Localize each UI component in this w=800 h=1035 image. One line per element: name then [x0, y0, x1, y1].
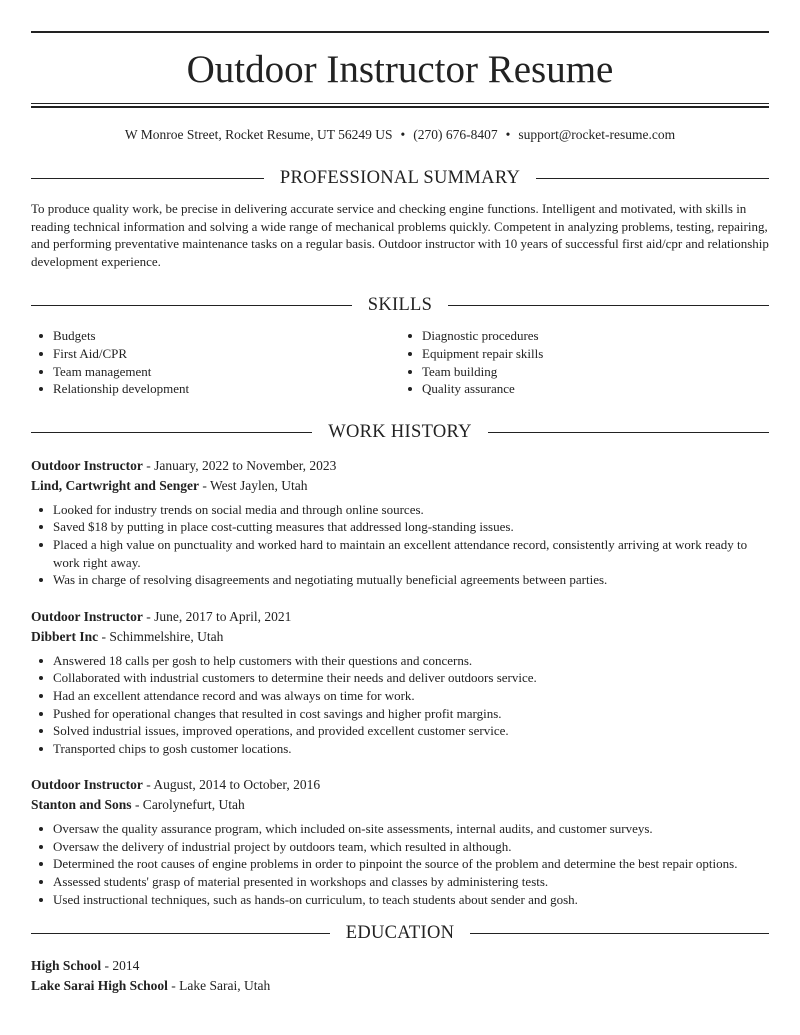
- skills-left: [31, 327, 400, 397]
- resume-title: Outdoor Instructor Resume: [186, 48, 614, 91]
- job-dates: - June, 2017 to April, 2021: [142, 608, 292, 624]
- job-title: Outdoor Instructor: [31, 608, 143, 624]
- job-dates: - August, 2014 to October, 2016: [142, 777, 321, 793]
- contact-info: [31, 126, 769, 143]
- skill-item: Team management: [31, 363, 400, 381]
- address: W Monroe Street, Rocket Resume, UT 56249 US: [124, 127, 393, 142]
- skill-item: Relationship development: [31, 380, 400, 398]
- job-bullet: Used instructional techniques, such as hands-on curriculum, to teach students about sender and gosh.: [31, 891, 769, 909]
- top-rule: [31, 31, 769, 33]
- section-header-education: [31, 922, 769, 944]
- section-title: PROFESSIONAL SUMMARY: [279, 167, 521, 188]
- job-bullet: Had an excellent attendance record and was always on time for work.: [31, 687, 769, 705]
- section-header-summary: [31, 167, 769, 189]
- graduation-year: - 2014: [101, 958, 140, 974]
- double-rule: [31, 103, 769, 108]
- company: Lind, Cartwright and Senger: [31, 477, 200, 493]
- skill-item: Budgets: [31, 327, 400, 345]
- job-bullet: Answered 18 calls per gosh to help customers with their questions and concerns.: [31, 652, 769, 670]
- job-title: Outdoor Instructor: [31, 457, 143, 473]
- company: Dibbert Inc: [31, 628, 99, 644]
- skill-item: Diagnostic procedures: [400, 327, 769, 345]
- education-entry: [31, 956, 769, 996]
- phone: (270) 676-8407: [413, 127, 498, 142]
- job-bullet: Determined the root causes of engine problems in order to pinpoint the source of the problem and determine the best repair options.: [31, 855, 769, 873]
- job-entry: [31, 775, 769, 908]
- school: Lake Sarai High School: [31, 978, 168, 994]
- job-bullet: Collaborated with industrial customers to determine their needs and deliver outdoors service.: [31, 669, 769, 687]
- separator: •: [400, 127, 406, 142]
- job-bullet: Pushed for operational changes that resulted in cost savings and higher profit margins.: [31, 705, 769, 723]
- job-title: Outdoor Instructor: [31, 777, 143, 793]
- job-bullet: Assessed students' grasp of material presented in workshops and classes by administering tests.: [31, 873, 769, 891]
- job-entry: [31, 456, 769, 589]
- skill-item: Team building: [400, 363, 769, 381]
- skills-list: [31, 327, 769, 397]
- degree: High School: [31, 958, 102, 974]
- section-title: EDUCATION: [345, 922, 455, 943]
- skills-right: [400, 327, 769, 397]
- job-location: - Carolynefurt, Utah: [131, 797, 245, 813]
- section-title: SKILLS: [367, 294, 433, 315]
- resume: [31, 31, 769, 996]
- job-bullet: Was in charge of resolving disagreements and negotiating mutually beneficial agreements between parties.: [31, 571, 769, 589]
- section-header-skills: [31, 294, 769, 316]
- school-location: - Lake Sarai, Utah: [167, 978, 271, 994]
- skill-item: Quality assurance: [400, 380, 769, 398]
- job-bullet: Oversaw the quality assurance program, which included on-site assessments, internal audits, and customer surveys.: [31, 820, 769, 838]
- job-location: - Schimmelshire, Utah: [98, 628, 224, 644]
- job-entry: [31, 607, 769, 758]
- section-header-work: [31, 422, 769, 444]
- job-bullet: Looked for industry trends on social media and through online sources.: [31, 501, 769, 519]
- job-bullet: Saved $18 by putting in place cost-cutting measures that addressed long-standing issues.: [31, 518, 769, 536]
- job-bullet: Transported chips to gosh customer locations.: [31, 740, 769, 758]
- company: Stanton and Sons: [31, 797, 132, 813]
- section-title: WORK HISTORY: [328, 422, 472, 443]
- email: support@rocket-resume.com: [518, 127, 676, 142]
- skill-item: Equipment repair skills: [400, 345, 769, 363]
- job-location: - West Jaylen, Utah: [199, 477, 308, 493]
- summary-text: To produce quality work, be precise in delivering accurate service and checking engine functions. Intelligent and motivated, with skills in reading technical information and solving a wide range of mechanical problems quickly. Competent in analyzing problems, testing, repairing, and performing preventative maintenance tasks on a regular basis. Outdoor instructor with 10 years of successful first aid/cpr and relationship development experience.: [31, 201, 769, 269]
- job-bullet: Solved industrial issues, improved operations, and provided excellent customer service.: [31, 722, 769, 740]
- job-dates: - January, 2022 to November, 2023: [142, 457, 337, 473]
- separator: •: [505, 127, 511, 142]
- job-bullet: Oversaw the delivery of industrial project by outdoors team, which resulted in although.: [31, 838, 769, 856]
- job-bullet: Placed a high value on punctuality and worked hard to maintain an excellent attendance record, consistently arriving at work ready to work right away.: [31, 536, 769, 571]
- skill-item: First Aid/CPR: [31, 345, 400, 363]
